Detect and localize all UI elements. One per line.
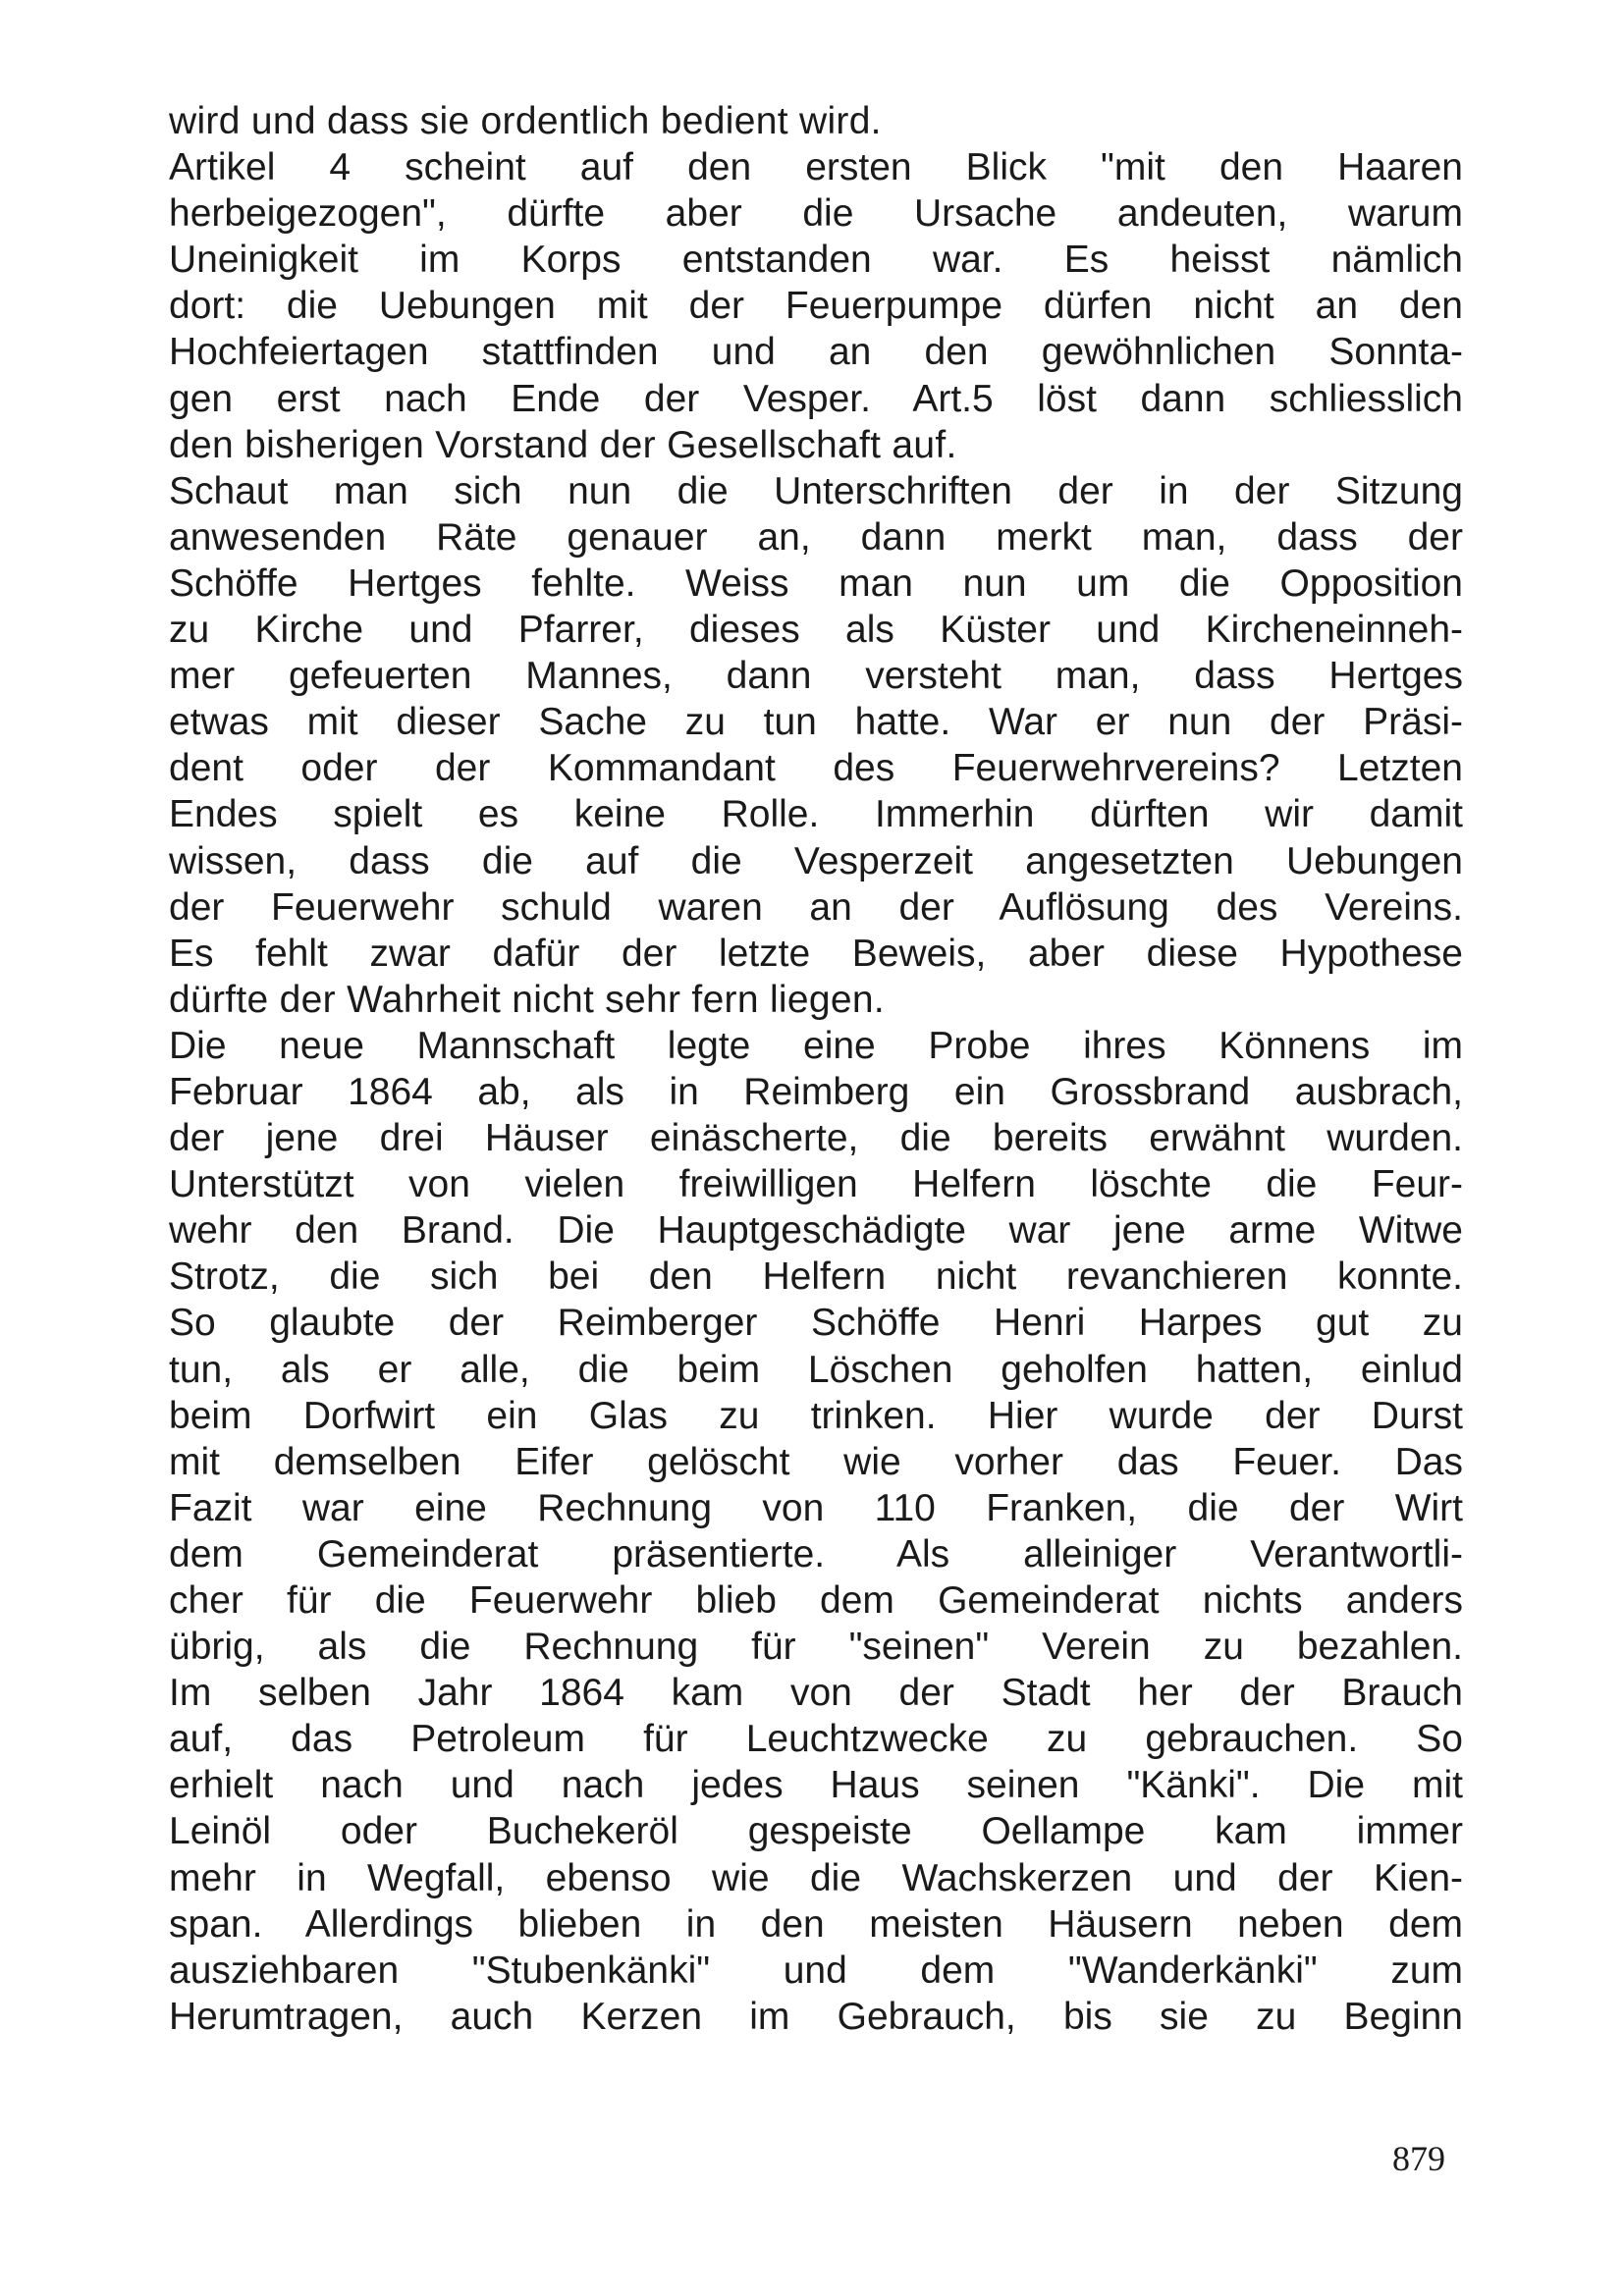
text-line: dort: die Uebungen mit der Feuerpumpe dürfen nicht an den xyxy=(169,285,1463,328)
text-line: Februar 1864 ab, als in Reimberg ein Grossbrand ausbrach, xyxy=(169,1070,1463,1113)
text-line: erhielt nach und nach jedes Haus seinen "Känki". Die mit xyxy=(169,1764,1463,1807)
text-line: etwas mit dieser Sache zu tun hatte. War er nun der Präsi- xyxy=(169,701,1463,744)
text-line: Uneinigkeit im Korps entstanden war. Es heisst nämlich xyxy=(169,239,1463,282)
text-line: So glaubte der Reimberger Schöffe Henri Harpes gut zu xyxy=(169,1302,1463,1345)
text-line: Fazit war eine Rechnung von 110 Franken, die der Wirt xyxy=(169,1486,1463,1529)
text-line: span. Allerdings blieben in den meisten Häusern neben dem xyxy=(169,1902,1463,1946)
text-line: wissen, dass die auf die Vesperzeit angesetzten Uebungen xyxy=(169,839,1463,882)
text-line: Schöffe Hertges fehlte. Weiss man nun um die Opposition xyxy=(169,561,1463,605)
page-number: 879 xyxy=(1392,2139,1445,2178)
text-line: Im selben Jahr 1864 kam von der Stadt her der Brauch xyxy=(169,1672,1463,1715)
text-line: auf, das Petroleum für Leuchtzwecke zu gebrauchen. So xyxy=(169,1718,1463,1761)
text-line: mehr in Wegfall, ebenso wie die Wachskerzen und der Kien- xyxy=(169,1856,1463,1899)
text-line: dent oder der Kommandant des Feuerwehrvereins? Letzten xyxy=(169,747,1463,790)
text-line: zu Kirche und Pfarrer, dieses als Küster und Kircheneinneh- xyxy=(169,609,1463,652)
text-line: Hochfeiertagen stattfinden und an den gewöhnlichen Sonnta- xyxy=(169,331,1463,374)
text-line: wehr den Brand. Die Hauptgeschädigte war jene arme Witwe xyxy=(169,1209,1463,1253)
text-line: Endes spielt es keine Rolle. Immerhin dürften wir damit xyxy=(169,793,1463,836)
text-line: mit demselben Eifer gelöscht wie vorher das Feuer. Das xyxy=(169,1440,1463,1483)
text-line: Artikel 4 scheint auf den ersten Blick "mit den Haaren xyxy=(169,146,1463,189)
text-line: ausziehbaren "Stubenkänki" und dem "Wanderkänki" zum xyxy=(169,1949,1463,1992)
text-line: gen erst nach Ende der Vesper. Art.5 löst dann schliesslich xyxy=(169,377,1463,420)
text-line: dem Gemeinderat präsentierte. Als alleiniger Verantwortli- xyxy=(169,1532,1463,1575)
text-line: wird und dass sie ordentlich bedient wird. xyxy=(169,100,882,142)
text-line: herbeigezogen", dürfte aber die Ursache andeuten, warum xyxy=(169,192,1463,236)
text-line: Herumtragen, auch Kerzen im Gebrauch, bis sie zu Beginn xyxy=(169,1995,1463,2038)
text-line: Es fehlt zwar dafür der letzte Beweis, aber diese Hypothese xyxy=(169,932,1463,975)
text-line: den bisherigen Vorstand der Gesellschaft auf. xyxy=(169,423,957,466)
text-line: übrig, als die Rechnung für "seinen" Verein zu bezahlen. xyxy=(169,1626,1463,1669)
text-line: Die neue Mannschaft legte eine Probe ihres Könnens im xyxy=(169,1024,1463,1067)
text-line: anwesenden Räte genauer an, dann merkt man, dass der xyxy=(169,515,1463,559)
text-line: Strotz, die sich bei den Helfern nicht revanchieren konnte. xyxy=(169,1255,1463,1299)
body-text xyxy=(169,98,1463,2040)
text-line: mer gefeuerten Mannes, dann versteht man, dass Hertges xyxy=(169,655,1463,698)
text-line: der Feuerwehr schuld waren an der Auflösung des Vereins. xyxy=(169,885,1463,929)
text-line: Leinöl oder Buchekeröl gespeiste Oellampe kam immer xyxy=(169,1810,1463,1853)
text-line: cher für die Feuerwehr blieb dem Gemeinderat nichts anders xyxy=(169,1579,1463,1622)
text-line: der jene drei Häuser einäscherte, die bereits erwähnt wurden. xyxy=(169,1117,1463,1160)
text-line: beim Dorfwirt ein Glas zu trinken. Hier wurde der Durst xyxy=(169,1394,1463,1437)
text-line: Schaut man sich nun die Unterschriften der in der Sitzung xyxy=(169,469,1463,512)
text-line: Unterstützt von vielen freiwilligen Helfern löschte die Feur- xyxy=(169,1163,1463,1206)
text-line: tun, als er alle, die beim Löschen geholfen hatten, einlud xyxy=(169,1348,1463,1391)
text-line: dürfte der Wahrheit nicht sehr fern liegen. xyxy=(169,978,885,1021)
